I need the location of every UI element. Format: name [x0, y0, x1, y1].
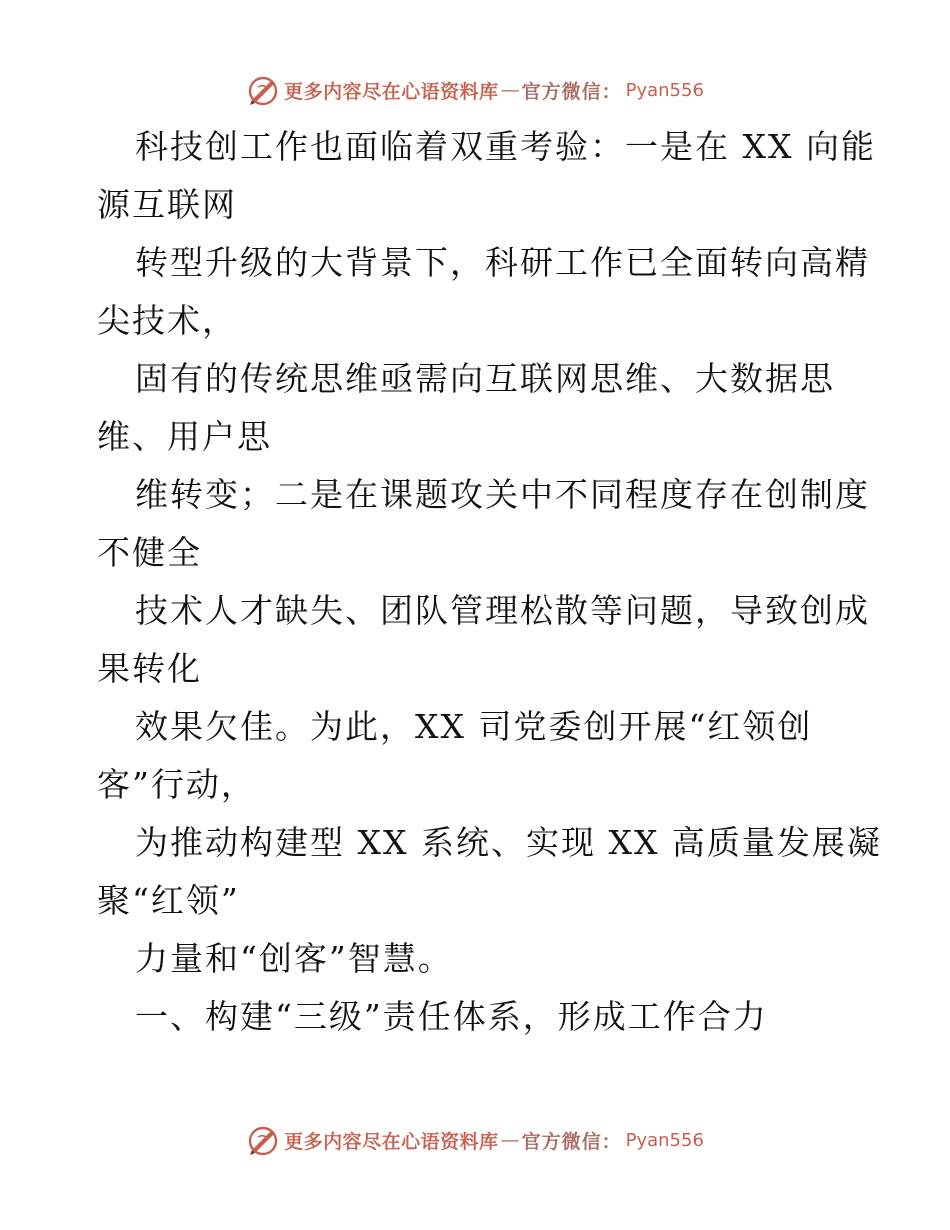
footer-banner [0, 1120, 950, 1160]
footer-brand-text: 更多内容尽在心语资料库 [284, 1130, 499, 1153]
text-line: 效果欠佳。为此，XX 司党委创开展“红领创 [135, 707, 813, 746]
header-official-label: 官方微信： [521, 80, 622, 103]
text-line: 转型升级的大背景下，科研工作已全面转向高精 [135, 243, 870, 282]
header-brand-text: 更多内容尽在心语资料库 [284, 80, 499, 103]
text-line: 不健全 [97, 533, 202, 572]
pen-logo-icon [246, 1123, 280, 1157]
text-line: 聚“红领” [97, 881, 240, 920]
text-line: 技术人才缺失、团队管理松散等问题，导致创成 [135, 591, 870, 630]
footer-dash: — [500, 1129, 520, 1151]
header-handle: Pyan556 [625, 79, 704, 101]
text-line: 客”行动， [97, 765, 256, 804]
header-banner [0, 70, 950, 110]
section-heading: 一、构建“三级”责任体系，形成工作合力 [135, 997, 768, 1036]
text-line: 维转变；二是在课题攻关中不同程度存在创制度 [135, 475, 870, 514]
pen-logo-icon [246, 73, 280, 107]
text-line: 果转化 [97, 649, 202, 688]
text-line: 科技创工作也面临着双重考验：一是在 XX 向能 [135, 127, 876, 166]
text-line: 源互联网 [97, 185, 237, 224]
text-line: 为推动构建型 XX 系统、实现 XX 高质量发展凝 [135, 823, 882, 862]
text-line: 维、用户思 [97, 417, 272, 456]
footer-handle: Pyan556 [625, 1129, 704, 1151]
header-dash: — [500, 79, 520, 101]
text-line: 尖技术， [97, 301, 237, 340]
footer-official-label: 官方微信： [521, 1130, 622, 1153]
document-body [97, 118, 882, 1046]
text-line: 固有的传统思维亟需向互联网思维、大数据思 [135, 359, 835, 398]
text-line: 力量和“创客”智慧。 [135, 939, 453, 978]
